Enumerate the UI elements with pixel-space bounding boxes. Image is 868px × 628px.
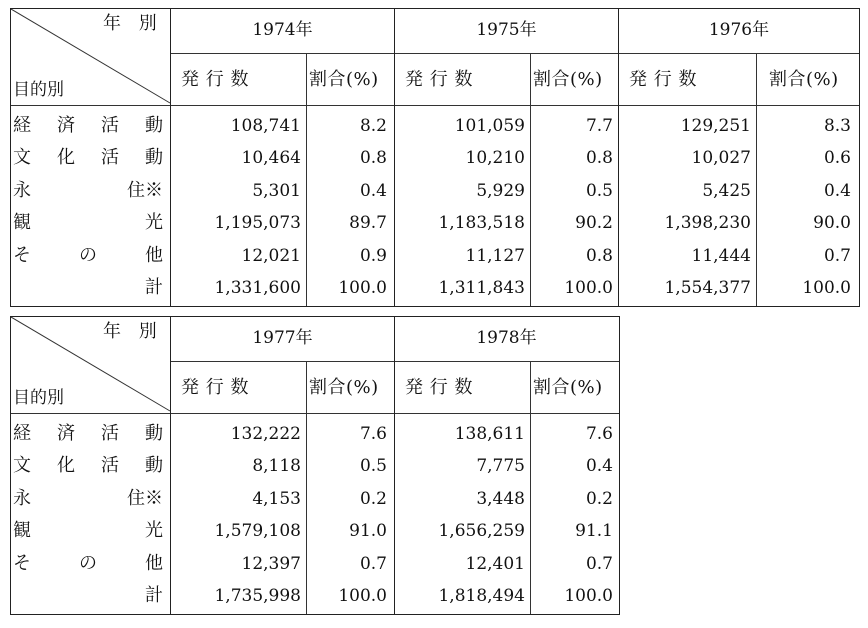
row-label-total: 計	[145, 585, 163, 606]
ratio-header: 割合(%)	[309, 377, 379, 398]
issued-count-cell: 8,118	[252, 456, 301, 476]
issued-count-cell: 1,311,843	[438, 278, 525, 298]
issued-count-cell: 7,775	[476, 456, 525, 476]
ratio-cell: 0.8	[359, 148, 387, 168]
ratio-cell: 0.7	[585, 554, 613, 574]
issued-count-cell: 129,251	[680, 116, 751, 136]
ratio-cell: 100.0	[564, 586, 613, 606]
row-label-other: そ の 他	[13, 553, 163, 574]
ratio-cell: 89.7	[349, 213, 387, 233]
issued-count-cell: 1,735,998	[214, 586, 301, 606]
issued-count-cell: 1,656,259	[438, 521, 525, 541]
issued-count-cell: 11,444	[691, 246, 751, 266]
ratio-cell: 0.5	[585, 181, 613, 201]
issued-count-cell: 12,021	[241, 246, 301, 266]
column-divider	[756, 53, 757, 306]
ratio-cell: 7.7	[585, 116, 613, 136]
ratio-cell: 7.6	[585, 424, 613, 444]
year-header: 1977年	[252, 328, 313, 348]
ratio-cell: 100.0	[338, 278, 387, 298]
year-header: 1978年	[476, 328, 537, 348]
ratio-header: 割合(%)	[533, 69, 603, 90]
ratio-cell: 0.6	[823, 148, 851, 168]
issued-count-header: 発 行 数	[181, 69, 249, 90]
corner-year-label: 年 別	[103, 321, 163, 342]
ratio-cell: 0.9	[359, 246, 387, 266]
issued-count-cell: 138,611	[454, 424, 525, 444]
issued-count-cell: 5,425	[702, 181, 751, 201]
ratio-cell: 90.0	[813, 213, 851, 233]
issued-count-cell: 1,818,494	[438, 586, 525, 606]
issued-count-cell: 10,464	[241, 148, 301, 168]
issued-count-cell: 4,153	[252, 489, 301, 509]
ratio-cell: 0.4	[585, 456, 613, 476]
issued-count-cell: 10,210	[465, 148, 525, 168]
year-header: 1974年	[252, 20, 313, 40]
ratio-header: 割合(%)	[309, 69, 379, 90]
row-label-other: そ の 他	[13, 245, 163, 266]
issued-count-cell: 12,401	[465, 554, 525, 574]
header-bottom-divider	[11, 413, 619, 414]
ratio-cell: 0.8	[585, 246, 613, 266]
ratio-cell: 0.4	[823, 181, 851, 201]
issued-count-header: 発 行 数	[181, 377, 249, 398]
ratio-cell: 7.6	[359, 424, 387, 444]
issued-count-cell: 1,579,108	[214, 521, 301, 541]
issued-count-cell: 1,195,073	[214, 213, 301, 233]
ratio-cell: 0.7	[823, 246, 851, 266]
issued-count-cell: 1,331,600	[214, 278, 301, 298]
issued-count-cell: 12,397	[241, 554, 301, 574]
ratio-cell: 90.2	[575, 213, 613, 233]
ratio-cell: 0.4	[359, 181, 387, 201]
ratio-cell: 100.0	[564, 278, 613, 298]
statistics-table-1977-1978	[10, 316, 620, 615]
issued-count-header: 発 行 数	[405, 69, 473, 90]
header-bottom-divider	[11, 105, 859, 106]
column-divider	[530, 53, 531, 306]
ratio-cell: 0.5	[359, 456, 387, 476]
issued-count-cell: 3,448	[476, 489, 525, 509]
row-label-cultural: 文 化 活 動	[13, 147, 163, 168]
ratio-cell: 8.3	[823, 116, 851, 136]
row-label-permanent: 永 住※	[13, 180, 163, 201]
issued-count-cell: 11,127	[465, 246, 525, 266]
row-label-total: 計	[145, 277, 163, 298]
year-header: 1975年	[476, 20, 537, 40]
corner-purpose-label: 目的別	[13, 388, 64, 408]
corner-purpose-label: 目的別	[13, 80, 64, 100]
ratio-cell: 0.2	[359, 489, 387, 509]
issued-count-cell: 101,059	[454, 116, 525, 136]
statistics-table-1974-1976	[10, 8, 860, 307]
issued-count-cell: 5,929	[476, 181, 525, 201]
row-label-permanent: 永 住※	[13, 488, 163, 509]
issued-count-cell: 1,398,230	[664, 213, 751, 233]
year-header: 1976年	[708, 20, 770, 40]
ratio-header: 割合(%)	[769, 69, 839, 90]
ratio-cell: 0.2	[585, 489, 613, 509]
row-label-economic: 経 済 活 動	[13, 115, 163, 136]
ratio-cell: 91.0	[349, 521, 387, 541]
ratio-cell: 0.7	[359, 554, 387, 574]
ratio-cell: 100.0	[802, 278, 851, 298]
issued-count-cell: 10,027	[691, 148, 751, 168]
ratio-header: 割合(%)	[533, 377, 603, 398]
issued-count-cell: 132,222	[230, 424, 301, 444]
ratio-cell: 100.0	[338, 586, 387, 606]
issued-count-cell: 1,554,377	[664, 278, 751, 298]
ratio-cell: 91.1	[575, 521, 613, 541]
ratio-cell: 8.2	[359, 116, 387, 136]
issued-count-header: 発 行 数	[629, 69, 697, 90]
row-label-tourism: 観 光	[13, 212, 163, 233]
row-label-economic: 経 済 活 動	[13, 423, 163, 444]
issued-count-cell: 108,741	[230, 116, 301, 136]
issued-count-cell: 5,301	[252, 181, 301, 201]
row-label-cultural: 文 化 活 動	[13, 455, 163, 476]
column-divider	[530, 361, 531, 614]
year-header-divider	[171, 361, 619, 362]
row-label-tourism: 観 光	[13, 520, 163, 541]
ratio-cell: 0.8	[585, 148, 613, 168]
year-group-divider	[618, 9, 619, 306]
issued-count-cell: 1,183,518	[438, 213, 525, 233]
issued-count-header: 発 行 数	[405, 377, 473, 398]
corner-year-label: 年 別	[103, 13, 163, 34]
